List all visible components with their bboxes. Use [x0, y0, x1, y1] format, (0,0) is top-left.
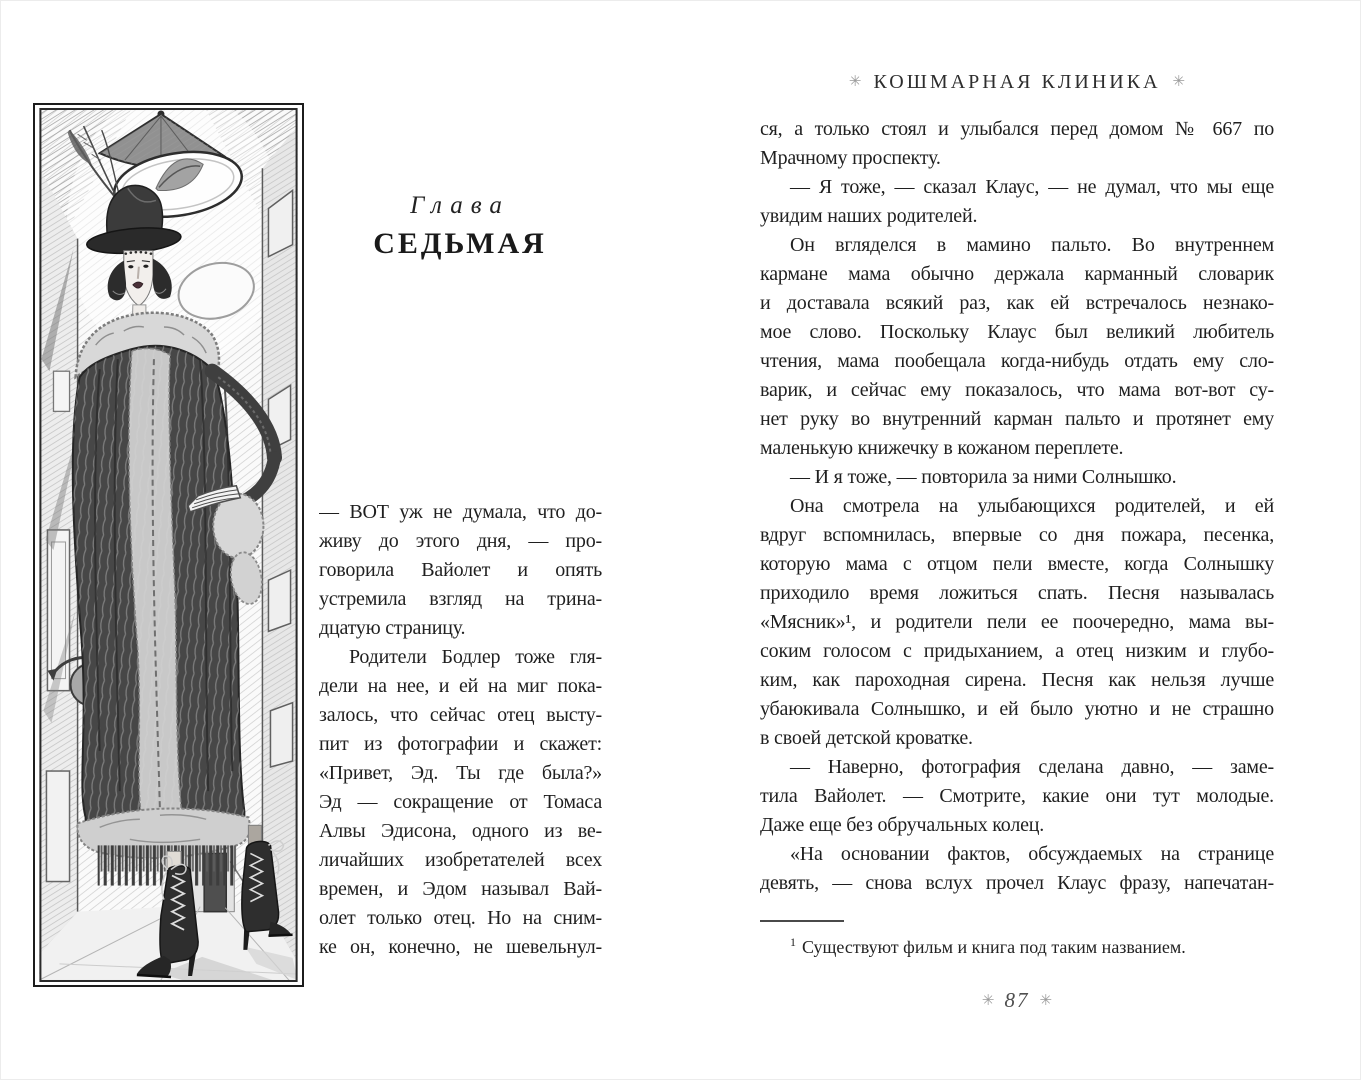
text-line: девять, — снова вслух прочел Клаус фразу, напечатан-	[760, 872, 1274, 894]
text-line: Он вгляделся в мамино пальто. Во внутреннем	[790, 234, 1274, 256]
chapter-heading	[316, 192, 604, 261]
chapter-label: Глава	[410, 192, 510, 219]
text-line: говорила Вайолет и опять	[319, 559, 602, 581]
text-line: «Мясник»¹, и родители пели ее поочередно, мама вы-	[760, 611, 1274, 633]
text-line: — И я тоже, — повторила за ними Солнышко.	[790, 466, 1177, 488]
text-line: живу до этого дня, — про-	[319, 530, 602, 552]
text-line: дели на нее, и ей на миг пока-	[319, 675, 602, 697]
text-line: ким, как пароходная сирена. Песня как нельзя лучше	[760, 669, 1274, 691]
text-line: Даже еще без обручальных колец.	[760, 814, 1045, 836]
text-line: увидим наших родителей.	[760, 205, 978, 227]
text-line: устремила взгляд на трина-	[319, 588, 602, 610]
footnote-marker: 1	[790, 935, 796, 949]
chapter-illustration	[33, 103, 304, 987]
text-line: — ВОТ уж не думала, что до-	[319, 501, 602, 523]
text-line: тила Вайолет. — Смотрите, какие они тут молодые.	[760, 785, 1274, 807]
text-line: залось, что сейчас отец высту-	[319, 704, 602, 726]
header-ornament-left-icon: ✳	[848, 74, 862, 90]
left-text-column	[319, 498, 602, 962]
text-line: соким голосом с придыханием, а отец низким и глубо-	[760, 640, 1274, 662]
text-line: Эд — сокращение от Томаса	[319, 791, 602, 813]
footnote-text: Существуют фильм и книга под таким названием.	[802, 937, 1186, 957]
running-head	[760, 71, 1274, 94]
footnote	[760, 929, 1274, 960]
text-line: олет только отец. Но на сним-	[319, 907, 602, 929]
text-line: маленькую книжечку в кожаном переплете.	[760, 437, 1124, 459]
page-number-value: 87	[1004, 988, 1030, 1012]
chapter-title: СЕДЬМАЯ	[373, 227, 547, 260]
text-line: вдруг вспомнилась, впервые со дня пожара, песенка,	[760, 524, 1274, 546]
text-line: времен, и Эдом называл Вай-	[319, 878, 602, 900]
text-line: мое слово. Поскольку Клаус был великий любитель	[760, 321, 1274, 343]
text-line: ся, а только стоял и улыбался перед домом № 667 по	[760, 118, 1274, 140]
text-line: Она смотрела на улыбающихся родителей, и ей	[790, 495, 1274, 517]
page-number	[760, 988, 1274, 1013]
text-line: убаюкивала Солнышко, и ей было уютно и не страшно	[760, 698, 1274, 720]
text-line: Алвы Эдисона, одного из ве-	[319, 820, 602, 842]
footnote-rule	[760, 920, 844, 922]
text-line: дцатую страницу.	[319, 617, 466, 639]
text-line: чтения, мама пообещала когда-нибудь отдать ему сло-	[760, 350, 1274, 372]
text-line: — Я тоже, — сказал Клаус, — не думал, что мы еще	[790, 176, 1274, 198]
text-line: варик, и сейчас ему показалось, что мама вот-вот су-	[760, 379, 1274, 401]
text-line: личайших изобретателей всех	[319, 849, 602, 871]
text-line: «На основании фактов, обсуждаемых на странице	[790, 843, 1274, 865]
text-line: пит из фотографии и скажет:	[319, 733, 602, 755]
text-line: которую мама с отцом пели вместе, когда Солнышку	[760, 553, 1274, 575]
text-line: Мрачному проспекту.	[760, 147, 941, 169]
text-line: «Привет, Эд. Ты где была?»	[319, 762, 602, 784]
text-line: Родители Бодлер тоже гля-	[349, 646, 602, 668]
page-number-ornament-left-icon: ✳	[981, 993, 995, 1009]
text-line: — Наверно, фотография сделана давно, — заме-	[790, 756, 1274, 778]
text-line: в своей детской кроватке.	[760, 727, 973, 749]
text-line: нет руку во внутренний карман пальто и протянет ему	[760, 408, 1274, 430]
text-line: приходило время ложиться спать. Песня называлась	[760, 582, 1274, 604]
page-number-ornament-right-icon: ✳	[1039, 993, 1053, 1009]
text-line: ке он, конечно, не шевельнул-	[319, 936, 602, 958]
text-line: кармане мама обычно держала карманный словарик	[760, 263, 1274, 285]
running-title: КОШМАРНАЯ КЛИНИКА	[873, 71, 1161, 93]
text-line: и доставала всякий раз, как ей встречалось незнако-	[760, 292, 1274, 314]
illustration-drawing	[38, 108, 299, 982]
right-text-column	[760, 115, 1274, 898]
header-ornament-right-icon: ✳	[1172, 74, 1186, 90]
